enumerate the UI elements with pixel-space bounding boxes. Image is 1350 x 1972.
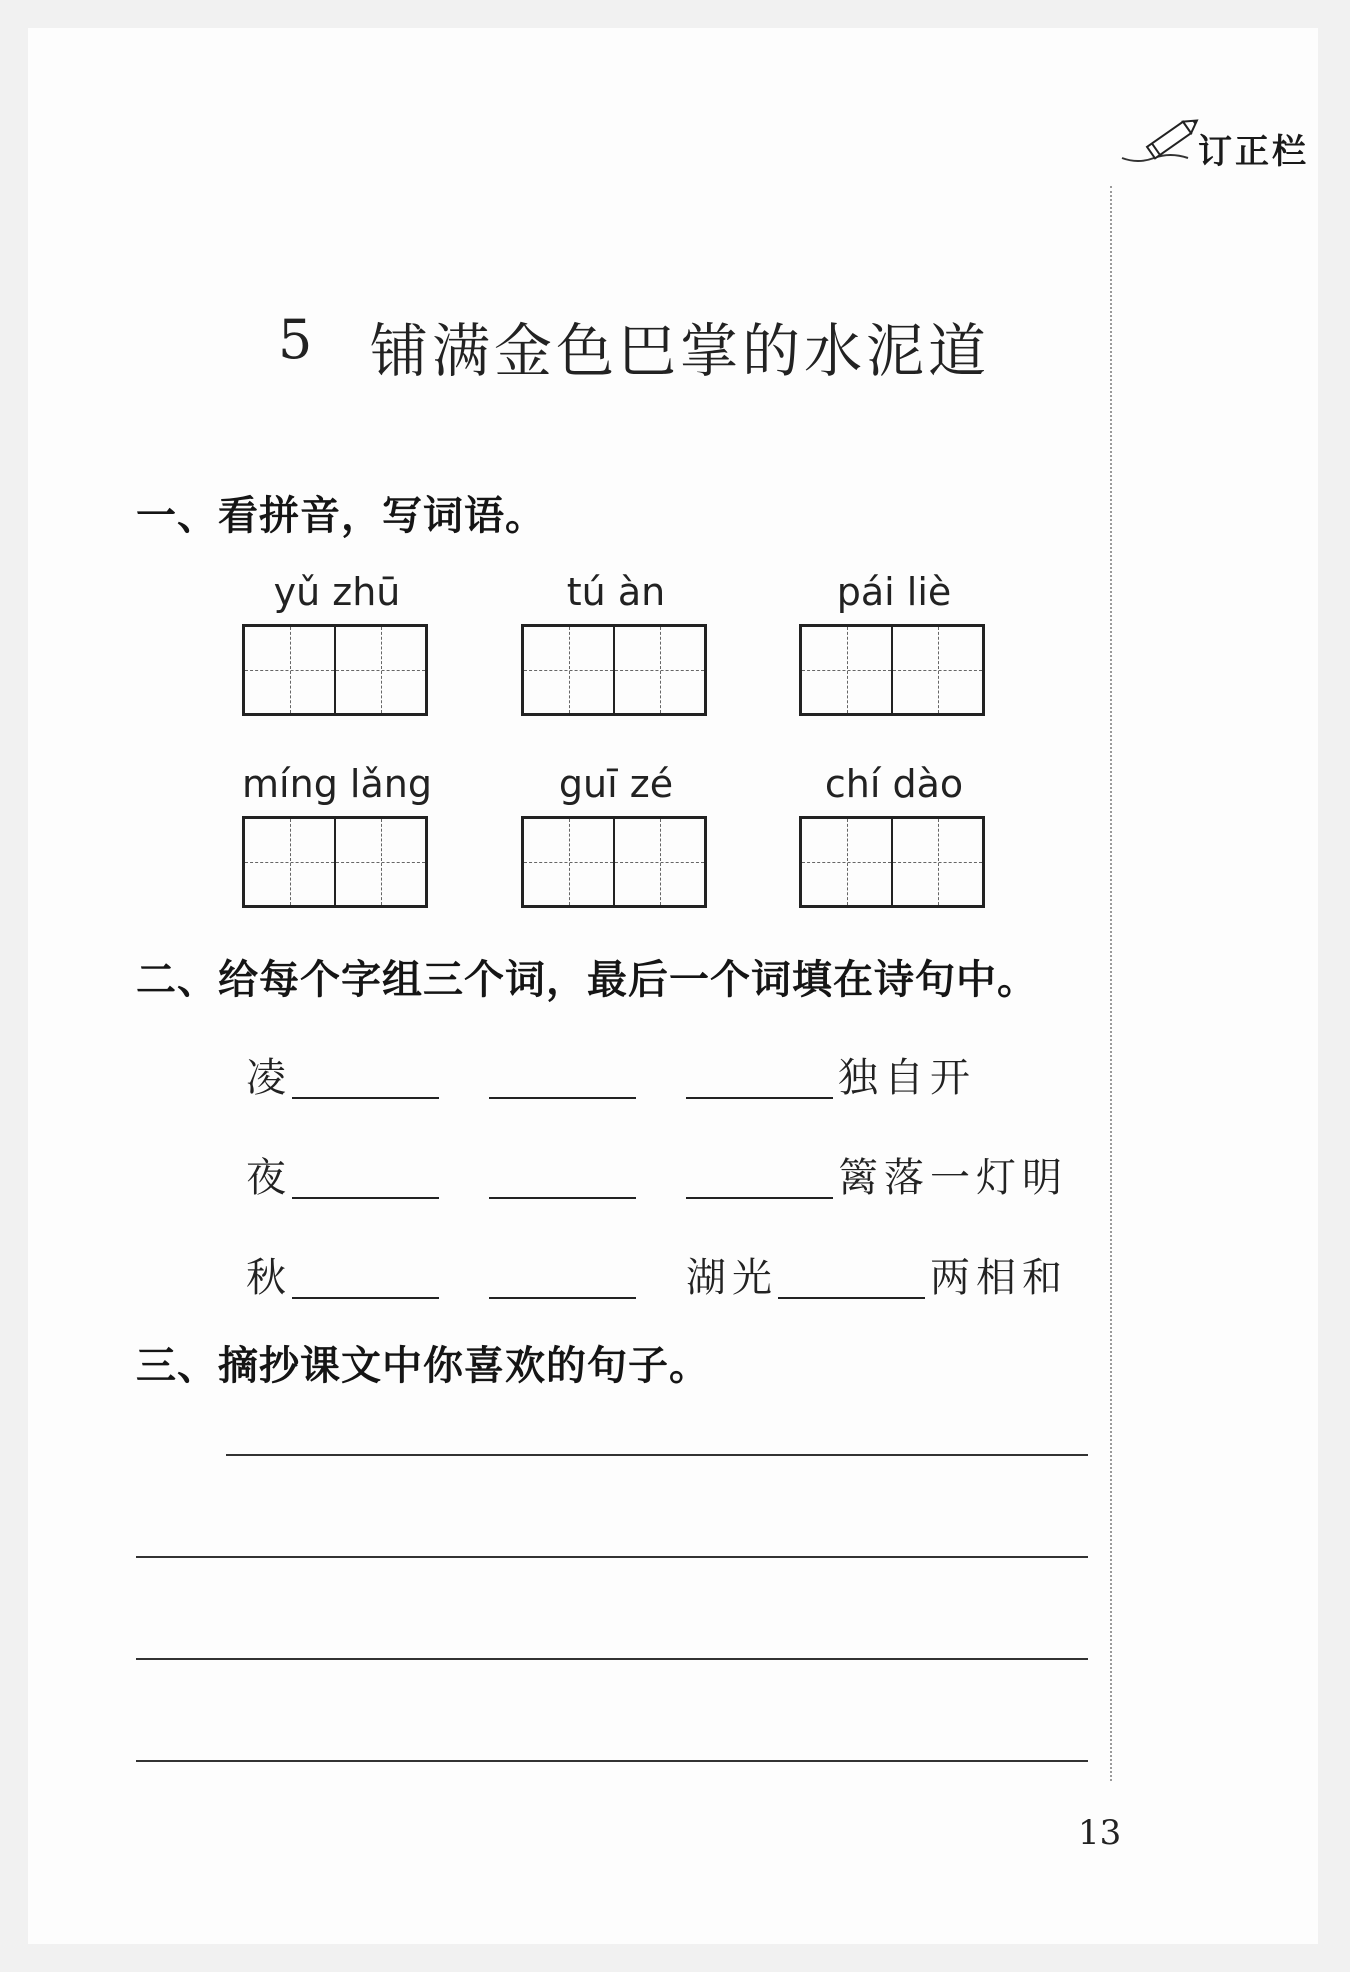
answer-blank[interactable]: [686, 1197, 833, 1199]
tianzige-box[interactable]: [521, 816, 707, 908]
tianzige-box[interactable]: [799, 816, 985, 908]
page-number: 13: [1078, 1813, 1122, 1853]
pinyin-label: míng lǎng: [242, 762, 432, 806]
answer-blank[interactable]: [489, 1197, 636, 1199]
writing-line[interactable]: [226, 1454, 1088, 1456]
answer-blank[interactable]: [489, 1297, 636, 1299]
writing-line[interactable]: [136, 1658, 1088, 1660]
pinyin-label: guī zé: [558, 762, 674, 806]
prompt-character: 夜: [246, 1155, 292, 1201]
tianzige-box[interactable]: [242, 816, 428, 908]
correction-column-label: 订正栏: [1198, 132, 1309, 172]
lesson-title: 铺满金色巴掌的水泥道: [370, 317, 991, 385]
section-3-heading: 三、摘抄课文中你喜欢的句子。: [136, 1343, 710, 1389]
lesson-number: 5: [278, 308, 313, 371]
poem-line-tail: 篱落一灯明: [838, 1155, 1068, 1201]
tianzige-box[interactable]: [521, 624, 707, 716]
answer-blank[interactable]: [686, 1097, 833, 1099]
writing-line[interactable]: [136, 1760, 1088, 1762]
poem-line-prefix: 湖光: [686, 1255, 778, 1301]
answer-blank[interactable]: [489, 1097, 636, 1099]
pinyin-label: tú àn: [566, 570, 666, 614]
answer-blank[interactable]: [292, 1097, 439, 1099]
worksheet-page: [28, 28, 1318, 1944]
poem-line-tail: 独自开: [838, 1055, 976, 1101]
tianzige-box[interactable]: [242, 624, 428, 716]
poem-line-tail: 两相和: [930, 1255, 1068, 1301]
section-2-heading: 二、给每个字组三个词，最后一个词填在诗句中。: [136, 957, 1038, 1003]
answer-blank[interactable]: [292, 1297, 439, 1299]
prompt-character: 凌: [246, 1055, 292, 1101]
answer-blank[interactable]: [292, 1197, 439, 1199]
writing-line[interactable]: [136, 1556, 1088, 1558]
correction-column-header: [1118, 118, 1348, 178]
pencil-icon: [1118, 118, 1208, 168]
correction-column-divider: [1110, 186, 1112, 1781]
pinyin-label: yǔ zhū: [273, 570, 401, 614]
pinyin-label: pái liè: [836, 570, 952, 614]
section-1-heading: 一、看拼音，写词语。: [136, 493, 546, 539]
prompt-character: 秋: [246, 1255, 292, 1301]
pinyin-label: chí dào: [824, 762, 964, 806]
tianzige-box[interactable]: [799, 624, 985, 716]
answer-blank[interactable]: [778, 1297, 925, 1299]
